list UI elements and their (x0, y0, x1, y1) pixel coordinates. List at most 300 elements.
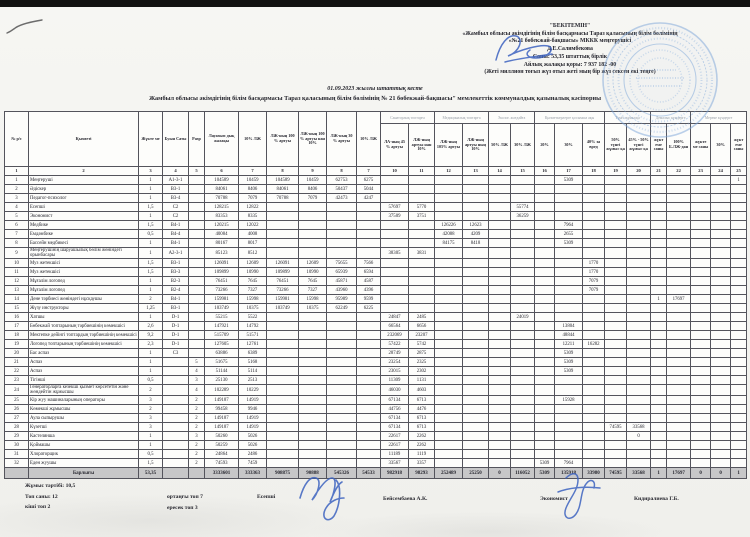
value-cell: 7079 (299, 194, 327, 203)
table-row (5, 203, 747, 212)
totals-row (5, 468, 747, 479)
value-cell: 36259 (511, 212, 535, 221)
value-cell: 1,5 (139, 259, 163, 268)
group-header: Эколог. жағдайға (489, 112, 535, 124)
value-cell: 6275 (357, 176, 381, 185)
group-header: Санаторлық топтарға (381, 112, 435, 124)
value-cell (605, 459, 627, 468)
value-cell: 2 (139, 295, 163, 304)
value-cell: 1 (731, 176, 747, 185)
totals-value: 98293 (409, 468, 435, 479)
value-cell (535, 385, 555, 396)
value-cell (667, 450, 691, 459)
value-cell: 2 (139, 385, 163, 396)
value-cell (267, 396, 299, 405)
value-cell (511, 277, 535, 286)
value-cell (583, 221, 605, 230)
value-cell (409, 268, 435, 277)
value-cell: 103749 (267, 304, 299, 313)
value-cell (409, 230, 435, 239)
signatory-name-1: Бейсембаева А.К. (383, 496, 428, 502)
value-cell (357, 203, 381, 212)
value-cell: 2 (189, 423, 205, 432)
value-cell: 15928 (555, 396, 583, 405)
position-name-cell: Муз жетекшісі (29, 268, 139, 277)
value-cell: 11309 (381, 376, 409, 385)
value-cell: 4 (5, 203, 29, 212)
value-cell (267, 441, 299, 450)
value-cell (731, 423, 747, 432)
value-cell (267, 203, 299, 212)
value-cell: 55774 (511, 203, 535, 212)
value-cell: 3751 (409, 212, 435, 221)
value-cell (463, 304, 489, 313)
value-cell (327, 367, 357, 376)
value-cell: 159981 (205, 295, 239, 304)
value-cell (691, 277, 711, 286)
column-header: ЛЖ-ның артуы ның 10% (463, 124, 489, 167)
totals-label: Барлығы (29, 468, 139, 479)
value-cell: 62249 (327, 304, 357, 313)
value-cell (267, 414, 299, 423)
position-name-cell: Хлораторщик (29, 450, 139, 459)
value-cell: 7079 (583, 286, 605, 295)
value-cell: 80167 (205, 239, 239, 248)
value-cell (409, 239, 435, 248)
value-cell (627, 230, 651, 239)
value-cell (189, 349, 205, 358)
value-cell (711, 358, 731, 367)
value-cell (435, 414, 463, 423)
value-cell: 7327 (299, 286, 327, 295)
column-header: ЛЖ-ның артуы нан 10% (409, 124, 435, 167)
column-header: 50% түнгі жұмыс қа (605, 124, 627, 167)
value-cell (583, 358, 605, 367)
value-cell (511, 396, 535, 405)
value-cell: 24847 (381, 313, 409, 322)
value-cell (651, 185, 667, 194)
value-cell: 102289 (205, 385, 239, 396)
value-cell (489, 268, 511, 277)
value-cell: 9599 (357, 295, 381, 304)
value-cell: 5 (189, 358, 205, 367)
value-cell (627, 376, 651, 385)
value-cell: 1,5 (139, 221, 163, 230)
value-cell: 84061 (205, 185, 239, 194)
column-number: 10 (381, 167, 409, 176)
value-cell (357, 396, 381, 405)
value-cell (489, 414, 511, 423)
value-cell (627, 340, 651, 349)
value-cell: 5522 (239, 313, 267, 322)
value-cell (327, 423, 357, 432)
value-cell (627, 295, 651, 304)
value-cell (711, 405, 731, 414)
position-name-cell: Бассейн медбикесі (29, 239, 139, 248)
value-cell (651, 405, 667, 414)
value-cell (327, 322, 357, 331)
value-cell (583, 176, 605, 185)
value-cell: 1 (139, 367, 163, 376)
value-cell: 2325 (409, 358, 435, 367)
value-cell (691, 185, 711, 194)
position-name-cell: Қоймашы (29, 441, 139, 450)
column-header: Разр (189, 112, 205, 167)
value-cell (435, 340, 463, 349)
pencil-mark (7, 20, 42, 33)
value-cell (691, 376, 711, 385)
value-cell: D-1 (163, 340, 189, 349)
value-cell (435, 450, 463, 459)
position-name-cell: Логопед топтарының тәрбиешінің көмекшісі (29, 340, 139, 349)
value-cell: 7079 (583, 277, 605, 286)
value-cell (667, 176, 691, 185)
value-cell (711, 221, 731, 230)
value-cell: 55215 (205, 313, 239, 322)
value-cell (435, 396, 463, 405)
value-cell: 76451 (205, 277, 239, 286)
value-cell: 8418 (463, 239, 489, 248)
value-cell: 26 (5, 405, 29, 414)
value-cell (605, 432, 627, 441)
value-cell (463, 203, 489, 212)
table-row (5, 423, 747, 432)
value-cell (535, 259, 555, 268)
value-cell (357, 248, 381, 259)
value-cell: 84061 (267, 185, 299, 194)
value-cell (511, 459, 535, 468)
value-cell (691, 322, 711, 331)
value-cell: 4 (189, 367, 205, 376)
value-cell (583, 239, 605, 248)
table-row (5, 239, 747, 248)
value-cell (731, 331, 747, 340)
value-cell (267, 239, 299, 248)
value-cell (267, 248, 299, 259)
value-cell: 2 (5, 185, 29, 194)
value-cell (605, 212, 627, 221)
value-cell: 3 (139, 396, 163, 405)
value-cell (711, 367, 731, 376)
value-cell (651, 194, 667, 203)
value-cell (327, 230, 357, 239)
value-cell (627, 367, 651, 376)
value-cell (357, 331, 381, 340)
value-cell (299, 313, 327, 322)
value-cell: 126226 (435, 221, 463, 230)
value-cell (691, 385, 711, 396)
value-cell (711, 396, 731, 405)
value-cell (691, 313, 711, 322)
value-cell (163, 450, 189, 459)
column-header: 100% Б.ЛЖ-дан (667, 124, 691, 167)
value-cell (299, 221, 327, 230)
value-cell (163, 396, 189, 405)
value-cell: 5026 (239, 432, 267, 441)
value-cell (731, 396, 747, 405)
value-cell (711, 286, 731, 295)
value-cell (605, 286, 627, 295)
value-cell (605, 385, 627, 396)
value-cell (583, 313, 605, 322)
value-cell: 22 (5, 367, 29, 376)
value-cell (189, 286, 205, 295)
value-cell: 50259 (205, 441, 239, 450)
value-cell: 147921 (205, 322, 239, 331)
value-cell: 21 (5, 358, 29, 367)
value-cell (357, 367, 381, 376)
value-cell (299, 414, 327, 423)
value-cell: 7645 (239, 277, 267, 286)
column-number: 5 (189, 167, 205, 176)
value-cell: 20 (5, 349, 29, 358)
value-cell (555, 304, 583, 313)
value-cell: 5044 (357, 185, 381, 194)
value-cell: 31 (5, 450, 29, 459)
value-cell (267, 331, 299, 340)
value-cell (555, 248, 583, 259)
position-name-cell: Есепші (29, 203, 139, 212)
value-cell (267, 349, 299, 358)
value-cell (667, 259, 691, 268)
value-cell: 1131 (409, 376, 435, 385)
economist-label: Экономист (540, 496, 568, 502)
value-cell: 9,2 (139, 331, 163, 340)
value-cell (163, 423, 189, 432)
column-header: 30% (711, 124, 731, 167)
value-cell: 3 (189, 432, 205, 441)
value-cell (711, 304, 731, 313)
column-header: жүкт еме саны (731, 124, 747, 167)
column-number: 1 (5, 167, 29, 176)
value-cell (267, 432, 299, 441)
value-cell: 6225 (357, 304, 381, 313)
value-cell (511, 194, 535, 203)
value-cell (583, 331, 605, 340)
value-cell (583, 385, 605, 396)
value-cell: 13804 (555, 322, 583, 331)
value-cell (555, 450, 583, 459)
value-cell (463, 441, 489, 450)
value-cell: 5168 (239, 358, 267, 367)
approval-line-6: Айлық жалақы қоры: 7 937 182 -00 (523, 61, 617, 68)
value-cell: 1 (139, 358, 163, 367)
value-cell (691, 176, 711, 185)
value-cell (731, 340, 747, 349)
value-cell (555, 268, 583, 277)
value-cell (489, 358, 511, 367)
value-cell (651, 304, 667, 313)
value-cell (605, 450, 627, 459)
column-number: 8 (327, 167, 357, 176)
column-header: 30% (555, 124, 583, 167)
value-cell (189, 239, 205, 248)
value-cell (535, 322, 555, 331)
value-cell (535, 248, 555, 259)
value-cell (605, 277, 627, 286)
value-cell (299, 230, 327, 239)
value-cell (731, 322, 747, 331)
approval-line-5: Саны: 53,35 штаттық бірлік (532, 53, 608, 60)
value-cell: 4476 (409, 405, 435, 414)
value-cell (163, 405, 189, 414)
value-cell: 14 (5, 295, 29, 304)
value-cell (691, 295, 711, 304)
value-cell: 5309 (555, 358, 583, 367)
value-cell (463, 286, 489, 295)
value-cell (327, 248, 357, 259)
value-cell: 2875 (409, 349, 435, 358)
table-row (5, 322, 747, 331)
value-cell: 28 (5, 423, 29, 432)
value-cell (711, 376, 731, 385)
value-cell: 74595 (605, 423, 627, 432)
group-header: Түнгі жұмысқа (605, 112, 651, 124)
value-cell (409, 185, 435, 194)
value-cell (327, 331, 357, 340)
value-cell (489, 396, 511, 405)
value-cell: 51571 (239, 331, 267, 340)
value-cell: 24864 (205, 450, 239, 459)
value-cell: 1 (139, 176, 163, 185)
position-name-cell: Мұғалім логопед (29, 286, 139, 295)
column-number: 6 (205, 167, 239, 176)
value-cell (435, 423, 463, 432)
position-name-cell: Педагог-психолог (29, 194, 139, 203)
value-cell (691, 304, 711, 313)
value-cell: 42088 (435, 230, 463, 239)
column-header: № р/с (5, 112, 29, 167)
value-cell: 10459 (299, 176, 327, 185)
position-name-cell: Аула сыпырушы (29, 414, 139, 423)
value-cell: 7566 (357, 259, 381, 268)
value-cell (435, 367, 463, 376)
value-cell (711, 441, 731, 450)
value-cell (627, 322, 651, 331)
value-cell: 25130 (205, 376, 239, 385)
value-cell (535, 268, 555, 277)
value-cell (731, 185, 747, 194)
value-cell (731, 376, 747, 385)
value-cell: 13 (5, 286, 29, 295)
value-cell (627, 313, 651, 322)
value-cell (583, 203, 605, 212)
value-cell: 44756 (381, 405, 409, 414)
value-cell: 18 (5, 331, 29, 340)
value-cell: 3357 (409, 459, 435, 468)
approval-line-3: «№21 бөбекжай-бақшасы» МККК меңгерушісі (508, 38, 632, 45)
value-cell (489, 349, 511, 358)
value-cell: С3 (163, 349, 189, 358)
value-cell (627, 331, 651, 340)
value-cell (555, 203, 583, 212)
value-cell (299, 248, 327, 259)
value-cell (357, 441, 381, 450)
value-cell (583, 450, 605, 459)
value-cell (667, 322, 691, 331)
value-cell (731, 277, 747, 286)
value-cell (381, 286, 409, 295)
value-cell: В4-4 (163, 230, 189, 239)
value-cell (489, 450, 511, 459)
value-cell: 0,5 (139, 230, 163, 239)
value-cell (651, 459, 667, 468)
staffing-table (4, 111, 747, 479)
value-cell: 2,3 (139, 340, 163, 349)
value-cell (535, 331, 555, 340)
value-cell (463, 396, 489, 405)
approval-line-2: «Жамбыл облысы әкімдігінің білім басқармасы Тараз қаласының білім бөлімінің (462, 30, 678, 37)
value-cell (189, 331, 205, 340)
value-cell: 1,5 (139, 459, 163, 468)
approval-line-7: (Жеті миллион тоғыз жүз отыз жеті мың бір жүз сексен екі теңге) (484, 69, 656, 76)
table-row (5, 405, 747, 414)
value-cell: 4396 (357, 286, 381, 295)
column-header: 10% ЛЖ (357, 112, 381, 167)
table-row (5, 331, 747, 340)
value-cell: 5309 (555, 349, 583, 358)
value-cell (691, 331, 711, 340)
value-cell (627, 248, 651, 259)
value-cell (711, 414, 731, 423)
value-cell (627, 176, 651, 185)
value-cell (535, 286, 555, 295)
value-cell: 2486 (239, 450, 267, 459)
value-cell (463, 340, 489, 349)
value-cell: В3-3 (163, 268, 189, 277)
value-cell: 5770 (409, 203, 435, 212)
value-cell (463, 331, 489, 340)
value-cell (711, 459, 731, 468)
totals-value: 1 (651, 468, 667, 479)
value-cell: 70788 (205, 194, 239, 203)
value-cell (381, 268, 409, 277)
value-cell: 11189 (381, 450, 409, 459)
totals-value (5, 468, 29, 479)
value-cell (731, 239, 747, 248)
table-row (5, 349, 747, 358)
value-cell (627, 450, 651, 459)
value-cell: 73266 (205, 286, 239, 295)
value-cell (691, 358, 711, 367)
value-cell (489, 230, 511, 239)
value-cell (463, 459, 489, 468)
value-cell (627, 396, 651, 405)
position-name-cell: Бас аспаз (29, 349, 139, 358)
value-cell (381, 304, 409, 313)
value-cell: 2 (139, 405, 163, 414)
value-cell (381, 230, 409, 239)
value-cell (691, 423, 711, 432)
value-cell (555, 286, 583, 295)
position-name-cell: Тігінші (29, 376, 139, 385)
value-cell: 5114 (239, 367, 267, 376)
table-row (5, 459, 747, 468)
value-cell (299, 212, 327, 221)
value-cell (583, 405, 605, 414)
value-cell: 149187 (205, 414, 239, 423)
value-cell (667, 396, 691, 405)
value-cell: 2,6 (139, 322, 163, 331)
value-cell (605, 376, 627, 385)
value-cell (163, 358, 189, 367)
position-name-cell: Кір жуу машиналарының операторы (29, 396, 139, 405)
value-cell (651, 385, 667, 396)
value-cell (463, 248, 489, 259)
value-cell (731, 295, 747, 304)
value-cell (731, 414, 747, 423)
value-cell (267, 230, 299, 239)
